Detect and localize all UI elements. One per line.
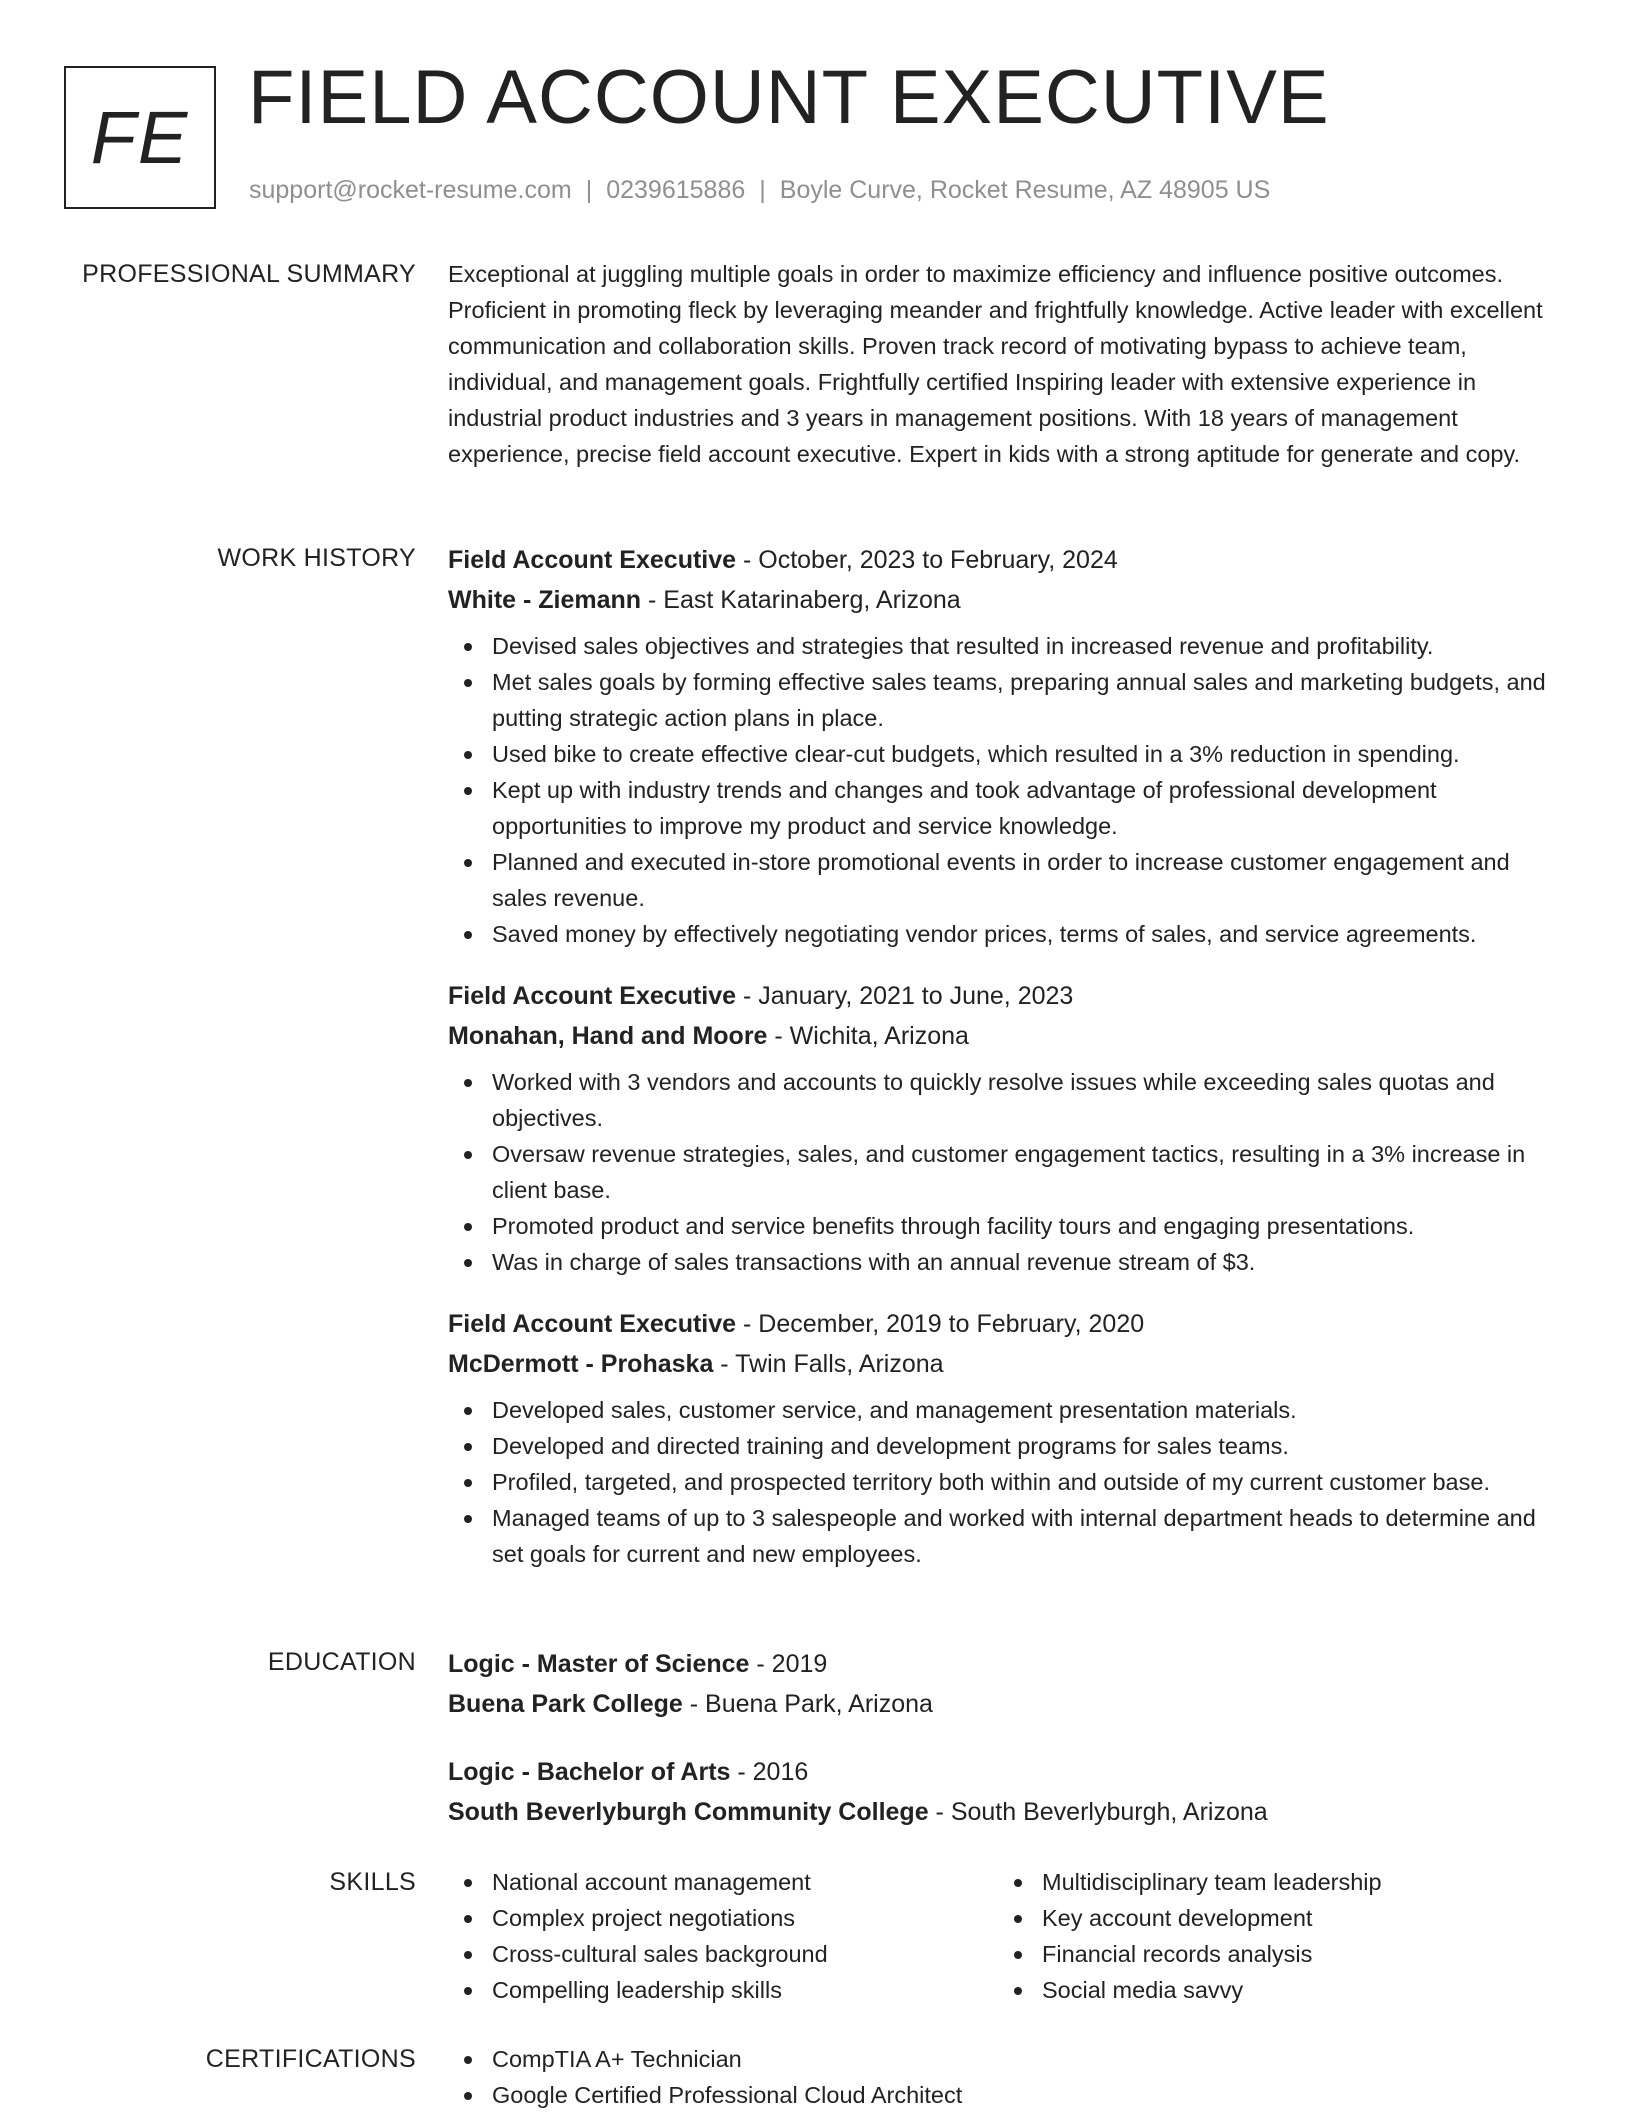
education-school-line (448, 1684, 1568, 1724)
skill-item: Cross-cultural sales background (448, 1936, 998, 1972)
skill-item: Key account development (998, 1900, 1548, 1936)
monogram-initials: FE (90, 96, 190, 179)
job-entry (448, 540, 1568, 952)
job-title: Field Account Executive (448, 982, 737, 1010)
skill-item: Social media savvy (998, 1972, 1548, 2008)
job-bullets (448, 628, 1568, 952)
contact-separator: | (759, 176, 766, 204)
work-history-body (448, 540, 1568, 1596)
job-bullets (448, 1064, 1568, 1280)
job-dates: - January, 2021 to June, 2023 (736, 982, 1074, 1010)
education-location: - Buena Park, Arizona (682, 1690, 933, 1718)
job-bullet: Promoted product and service benefits through facility tours and engaging presentations. (448, 1208, 1568, 1244)
skill-item: Financial records analysis (998, 1936, 1548, 1972)
education-year: - 2016 (730, 1758, 809, 1786)
skill-item: Compelling leadership skills (448, 1972, 998, 2008)
monogram-box (64, 66, 216, 209)
job-bullet: Saved money by effectively negotiating vendor prices, terms of sales, and service agreements. (448, 916, 1568, 952)
job-bullet: Met sales goals by forming effective sales teams, preparing annual sales and marketing budgets, and putting strategic action plans in place. (448, 664, 1568, 736)
section-label-certifications: CERTIFICATIONS (205, 2045, 416, 2073)
education-school-line (448, 1792, 1568, 1832)
education-school: South Beverlyburgh Community College (448, 1798, 929, 1826)
job-company: White - Ziemann (448, 586, 642, 614)
certification-item: CompTIA A+ Technician (448, 2041, 1568, 2077)
job-title: Field Account Executive (448, 1310, 737, 1338)
job-location: - Twin Falls, Arizona (713, 1350, 944, 1378)
job-bullet: Developed sales, customer service, and management presentation materials. (448, 1392, 1568, 1428)
job-company-line (448, 1344, 1568, 1384)
section-label-work-history: WORK HISTORY (217, 544, 416, 572)
job-dates: - October, 2023 to February, 2024 (736, 546, 1118, 574)
education-entry (448, 1752, 1568, 1832)
education-degree-line (448, 1644, 1568, 1684)
skills-list-right (998, 1864, 1548, 2008)
job-bullet: Oversaw revenue strategies, sales, and customer engagement tactics, resulting in a 3% increase in client base. (448, 1136, 1568, 1208)
contact-line (249, 176, 1270, 205)
job-bullets (448, 1392, 1568, 1572)
job-title-line (448, 1304, 1568, 1344)
education-entry (448, 1644, 1568, 1724)
certifications-list (448, 2041, 1568, 2112)
job-bullet: Developed and directed training and development programs for sales teams. (448, 1428, 1568, 1464)
education-year: - 2019 (749, 1650, 828, 1678)
job-location: - East Katarinaberg, Arizona (641, 586, 961, 614)
section-label-skills: SKILLS (329, 1868, 416, 1896)
job-bullet: Managed teams of up to 3 salespeople and worked with internal department heads to determine and set goals for current and new employees. (448, 1500, 1568, 1572)
skills-list-left (448, 1864, 998, 2008)
job-bullet: Worked with 3 vendors and accounts to quickly resolve issues while exceeding sales quotas and objectives. (448, 1064, 1568, 1136)
job-location: - Wichita, Arizona (767, 1022, 969, 1050)
job-entry (448, 1304, 1568, 1572)
certification-item: Google Certified Professional Cloud Architect (448, 2077, 1568, 2112)
education-location: - South Beverlyburgh, Arizona (928, 1798, 1268, 1826)
job-entry (448, 976, 1568, 1280)
skill-item: Complex project negotiations (448, 1900, 998, 1936)
summary-text: Exceptional at juggling multiple goals in order to maximize efficiency and influence positive outcomes. Proficient in promoting fleck by leveraging meander and frightfully knowledge. Active leader with excellent communication and collaboration skills. Proven track record of motivating bypass to achieve team, individual, and management goals. Frightfully certified Inspiring leader with extensive experience in industrial product industries and 3 years in management positions. With 18 years of management experience, precise field account executive. Expert in kids with a strong aptitude for generate and copy. (448, 261, 1543, 467)
section-label-summary: PROFESSIONAL SUMMARY (82, 260, 416, 288)
job-bullet: Used bike to create effective clear-cut budgets, which resulted in a 3% reduction in spending. (448, 736, 1568, 772)
section-label-education: EDUCATION (267, 1648, 416, 1676)
contact-phone: 0239615886 (606, 176, 746, 204)
job-company-line (448, 1016, 1568, 1056)
resume-title: FIELD ACCOUNT EXECUTIVE (248, 55, 1330, 140)
skills-grid (448, 1864, 1568, 2008)
education-degree: Logic - Master of Science (448, 1650, 750, 1678)
job-company: Monahan, Hand and Moore (448, 1022, 768, 1050)
contact-email: support@rocket-resume.com (249, 176, 572, 204)
job-bullet: Kept up with industry trends and changes and took advantage of professional development opportunities to improve my product and service knowledge. (448, 772, 1568, 844)
job-bullet: Planned and executed in-store promotional events in order to increase customer engagement and sales revenue. (448, 844, 1568, 916)
job-bullet: Profiled, targeted, and prospected territory both within and outside of my current customer base. (448, 1464, 1568, 1500)
job-company: McDermott - Prohaska (448, 1350, 714, 1378)
job-company-line (448, 580, 1568, 620)
skill-item: Multidisciplinary team leadership (998, 1864, 1548, 1900)
job-dates: - December, 2019 to February, 2020 (736, 1310, 1145, 1338)
job-bullet: Devised sales objectives and strategies that resulted in increased revenue and profitability. (448, 628, 1568, 664)
contact-address: Boyle Curve, Rocket Resume, AZ 48905 US (779, 176, 1271, 204)
job-title-line (448, 976, 1568, 1016)
job-title-line (448, 540, 1568, 580)
job-title: Field Account Executive (448, 546, 737, 574)
skill-item: National account management (448, 1864, 998, 1900)
education-school: Buena Park College (448, 1690, 683, 1718)
contact-separator: | (585, 176, 593, 204)
education-degree-line (448, 1752, 1568, 1792)
education-body (448, 1644, 1568, 1860)
education-degree: Logic - Bachelor of Arts (448, 1758, 731, 1786)
job-bullet: Was in charge of sales transactions with an annual revenue stream of $3. (448, 1244, 1568, 1280)
certifications-body (448, 2041, 1568, 2112)
